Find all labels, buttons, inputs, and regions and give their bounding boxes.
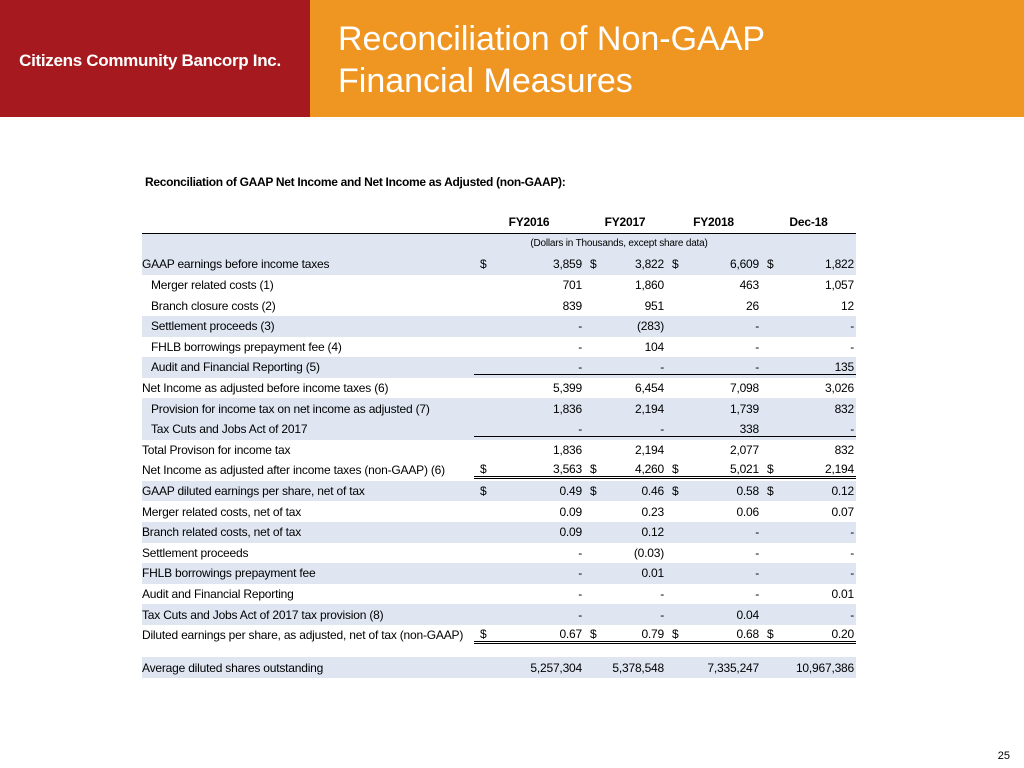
table-cell — [474, 608, 584, 622]
cell-value: - — [578, 319, 582, 334]
currency-symbol: $ — [480, 626, 487, 641]
table-cell — [584, 443, 666, 457]
cell-value: - — [578, 566, 582, 581]
cell-value: 1,836 — [552, 401, 582, 416]
table-cell — [474, 525, 584, 539]
currency-symbol: $ — [672, 626, 679, 641]
units-note: (Dollars in Thousands, except share data) — [530, 238, 708, 250]
cell-value: - — [850, 545, 854, 560]
table-cell — [474, 299, 584, 313]
cell-value: 0.67 — [559, 626, 582, 641]
cell-value: 832 — [834, 401, 854, 416]
cell-value: - — [578, 359, 582, 374]
cell-value: 0.01 — [831, 586, 854, 601]
company-logo-banner — [0, 0, 310, 117]
table-cell — [666, 608, 761, 622]
table-cell — [474, 381, 584, 395]
table-cell — [474, 627, 584, 644]
row-label: Branch closure costs (2) — [151, 298, 276, 313]
cell-value: 0.12 — [641, 525, 664, 540]
table-cell — [584, 422, 666, 437]
cell-value: (0.03) — [633, 545, 664, 560]
row-label: GAAP earnings before income taxes — [142, 257, 330, 272]
table-cell — [666, 360, 761, 375]
table-cell — [666, 257, 761, 271]
cell-value: 0.06 — [736, 504, 759, 519]
page-title — [338, 18, 765, 102]
table-row — [142, 440, 856, 461]
table-row — [142, 378, 856, 399]
cell-value: 0.23 — [641, 504, 664, 519]
table-cell — [666, 587, 761, 601]
table-cell — [761, 608, 856, 622]
cell-value: - — [660, 421, 664, 436]
table-cell — [666, 566, 761, 580]
table-cell — [761, 661, 856, 675]
table-cell — [666, 462, 761, 479]
cell-value: - — [850, 607, 854, 622]
cell-value: - — [755, 319, 759, 334]
cell-value: 3,563 — [552, 461, 582, 476]
cell-value: - — [578, 421, 582, 436]
cell-value: 701 — [562, 278, 582, 293]
table-row — [142, 254, 856, 275]
currency-symbol: $ — [767, 484, 774, 499]
table-cell — [666, 381, 761, 395]
table-row — [142, 419, 856, 440]
cell-value: - — [755, 359, 759, 374]
row-label: Audit and Financial Reporting (5) — [151, 360, 320, 375]
page-title-line1: Reconciliation of Non-GAAP — [338, 20, 766, 58]
table-cell — [474, 422, 584, 437]
currency-symbol: $ — [672, 461, 679, 476]
table-cell — [474, 443, 584, 457]
cell-value: - — [660, 359, 664, 374]
table-cell — [761, 546, 856, 560]
table-cell — [474, 402, 584, 416]
table-row — [142, 337, 856, 358]
table-cell — [666, 402, 761, 416]
cell-value: - — [850, 339, 854, 354]
cell-value: 0.09 — [559, 504, 582, 519]
table-row — [142, 522, 856, 543]
cell-value: 3,822 — [634, 257, 664, 272]
table-cell — [666, 484, 761, 498]
cell-value: 4,260 — [634, 461, 664, 476]
cell-value: 0.68 — [736, 626, 759, 641]
table-row — [142, 604, 856, 625]
currency-symbol: $ — [480, 461, 487, 476]
table-cell — [666, 525, 761, 539]
currency-symbol: $ — [480, 257, 487, 272]
cell-value: 0.20 — [831, 626, 854, 641]
table-cell — [761, 587, 856, 601]
table-body — [142, 254, 856, 678]
table-row — [142, 295, 856, 316]
table-cell — [761, 443, 856, 457]
table-cell — [584, 546, 666, 560]
table-header-row — [142, 212, 856, 234]
row-label: Tax Cuts and Jobs Act of 2017 tax provision (8) — [142, 607, 384, 622]
cell-value: 5,021 — [729, 461, 759, 476]
cell-value: 0.12 — [831, 484, 854, 499]
table-row — [142, 501, 856, 522]
table-row — [142, 543, 856, 564]
currency-symbol: $ — [767, 461, 774, 476]
table-cell — [666, 661, 761, 675]
table-cell — [761, 505, 856, 519]
cell-value: 0.46 — [641, 484, 664, 499]
cell-value: 7,335,247 — [707, 660, 759, 675]
table-cell — [584, 484, 666, 498]
currency-symbol: $ — [480, 484, 487, 499]
table-row — [142, 657, 856, 678]
table-cell — [761, 566, 856, 580]
table-cell — [474, 566, 584, 580]
cell-value: 135 — [834, 359, 854, 374]
table-cell — [666, 505, 761, 519]
cell-value: 463 — [739, 278, 759, 293]
table-cell — [474, 484, 584, 498]
currency-symbol: $ — [672, 484, 679, 499]
cell-value: 104 — [644, 339, 664, 354]
cell-value: 12 — [841, 298, 854, 313]
table-cell — [584, 360, 666, 375]
reconciliation-table — [142, 212, 856, 678]
currency-symbol: $ — [767, 257, 774, 272]
cell-value: - — [578, 545, 582, 560]
table-cell — [666, 340, 761, 354]
company-logo: Citizens Community Bancorp Inc. — [19, 50, 281, 70]
table-cell — [761, 627, 856, 644]
table-cell — [474, 587, 584, 601]
row-label: Merger related costs, net of tax — [142, 504, 302, 519]
section-title: Reconciliation of GAAP Net Income and Net Income as Adjusted (non-GAAP): — [145, 175, 566, 189]
cell-value: 5,399 — [552, 381, 582, 396]
cell-value: 2,194 — [824, 461, 854, 476]
cell-value: 3,026 — [824, 381, 854, 396]
table-cell — [761, 299, 856, 313]
cell-value: 5,257,304 — [530, 660, 582, 675]
cell-value: - — [578, 339, 582, 354]
table-cell — [666, 546, 761, 560]
table-cell — [761, 525, 856, 539]
cell-value: 839 — [562, 298, 582, 313]
table-cell — [666, 319, 761, 333]
cell-value: 2,194 — [634, 401, 664, 416]
cell-value: 3,859 — [552, 257, 582, 272]
cell-value: 0.07 — [831, 504, 854, 519]
table-cell — [761, 484, 856, 498]
row-label: GAAP diluted earnings per share, net of tax — [142, 484, 365, 499]
cell-value: 10,967,386 — [795, 660, 854, 675]
currency-symbol: $ — [590, 626, 597, 641]
table-row — [142, 584, 856, 605]
table-cell — [584, 608, 666, 622]
table-cell — [474, 257, 584, 271]
row-label: Settlement proceeds — [142, 545, 249, 560]
row-label: Audit and Financial Reporting — [142, 586, 294, 601]
table-cell — [761, 278, 856, 292]
table-cell — [584, 566, 666, 580]
row-label: Merger related costs (1) — [151, 278, 274, 293]
cell-value: 26 — [746, 298, 759, 313]
cell-value: 0.79 — [641, 626, 664, 641]
table-cell — [584, 381, 666, 395]
currency-symbol: $ — [767, 626, 774, 641]
row-label: Branch related costs, net of tax — [142, 525, 302, 540]
table-cell — [584, 661, 666, 675]
row-label: Provision for income tax on net income as adjusted (7) — [151, 401, 430, 416]
currency-symbol: $ — [590, 257, 597, 272]
table-cell — [761, 422, 856, 437]
cell-value: 5,378,548 — [612, 660, 664, 675]
row-label: FHLB borrowings prepayment fee (4) — [151, 339, 342, 354]
table-row — [142, 275, 856, 296]
row-label: Net Income as adjusted before income taxes (6) — [142, 381, 389, 396]
page-number: 25 — [997, 750, 1010, 762]
table-cell — [474, 360, 584, 375]
currency-symbol: $ — [590, 484, 597, 499]
cell-value: 951 — [644, 298, 664, 313]
cell-value: 1,860 — [634, 278, 664, 293]
table-cell — [584, 319, 666, 333]
cell-value: 2,077 — [729, 442, 759, 457]
table-row — [142, 563, 856, 584]
row-label: FHLB borrowings prepayment fee — [142, 566, 316, 581]
table-cell — [666, 299, 761, 313]
table-cell — [666, 422, 761, 437]
table-cell — [584, 299, 666, 313]
table-cell — [474, 505, 584, 519]
cell-value: - — [578, 586, 582, 601]
cell-value: - — [755, 566, 759, 581]
row-label: Total Provison for income tax — [142, 442, 291, 457]
table-row — [142, 625, 856, 646]
table-cell — [761, 340, 856, 354]
table-cell — [474, 319, 584, 333]
cell-value: - — [578, 607, 582, 622]
cell-value: - — [755, 545, 759, 560]
currency-symbol: $ — [590, 461, 597, 476]
table-cell — [761, 257, 856, 271]
table-row — [142, 398, 856, 419]
column-header: FY2017 — [604, 215, 646, 230]
row-label: Settlement proceeds (3) — [151, 319, 275, 334]
table-cell — [474, 546, 584, 560]
page-title-line2: Financial Measures — [338, 62, 633, 100]
table-cell — [761, 462, 856, 479]
column-header: FY2016 — [508, 215, 550, 230]
row-label: Average diluted shares outstanding — [142, 660, 324, 675]
table-cell — [666, 443, 761, 457]
row-label: Net Income as adjusted after income taxes (non-GAAP) (6) — [142, 463, 445, 478]
cell-value: 7,098 — [729, 381, 759, 396]
cell-value: 0.49 — [559, 484, 582, 499]
table-cell — [666, 278, 761, 292]
cell-value: 6,454 — [634, 381, 664, 396]
table-cell — [584, 462, 666, 479]
cell-value: - — [850, 319, 854, 334]
row-spacer — [142, 645, 856, 657]
table-cell — [474, 340, 584, 354]
cell-value: - — [660, 607, 664, 622]
row-label: Tax Cuts and Jobs Act of 2017 — [151, 422, 308, 437]
table-cell — [584, 340, 666, 354]
table-cell — [761, 360, 856, 375]
table-cell — [761, 402, 856, 416]
table-cell — [584, 402, 666, 416]
table-cell — [584, 587, 666, 601]
table-row — [142, 316, 856, 337]
table-cell — [584, 278, 666, 292]
cell-value: 832 — [834, 442, 854, 457]
table-cell — [584, 627, 666, 644]
column-header: FY2018 — [693, 215, 734, 230]
table-cell — [474, 278, 584, 292]
units-note-row — [142, 234, 856, 255]
table-cell — [761, 381, 856, 395]
cell-value: 1,822 — [824, 257, 854, 272]
cell-value: - — [850, 421, 854, 436]
table-cell — [584, 505, 666, 519]
cell-value: - — [850, 566, 854, 581]
cell-value: 0.01 — [641, 566, 664, 581]
cell-value: 1,739 — [729, 401, 759, 416]
title-banner — [310, 0, 1024, 117]
cell-value: - — [755, 586, 759, 601]
cell-value: (283) — [636, 319, 664, 334]
cell-value: 338 — [739, 421, 759, 436]
table-row — [142, 460, 856, 481]
cell-value: - — [660, 586, 664, 601]
cell-value: 0.58 — [736, 484, 759, 499]
table-row — [142, 481, 856, 502]
table-cell — [474, 661, 584, 675]
currency-symbol: $ — [672, 257, 679, 272]
cell-value: 2,194 — [634, 442, 664, 457]
table-cell — [474, 462, 584, 479]
row-label: Diluted earnings per share, as adjusted, net of tax (non-GAAP) — [142, 628, 464, 643]
cell-value: 0.09 — [559, 525, 582, 540]
table-cell — [666, 627, 761, 644]
table-row — [142, 357, 856, 378]
cell-value: - — [850, 525, 854, 540]
cell-value: 0.04 — [736, 607, 759, 622]
cell-value: - — [755, 525, 759, 540]
cell-value: 1,057 — [824, 278, 854, 293]
table-cell — [584, 257, 666, 271]
table-cell — [761, 319, 856, 333]
table-cell — [584, 525, 666, 539]
column-header: Dec-18 — [789, 215, 828, 230]
cell-value: 1,836 — [552, 442, 582, 457]
cell-value: 6,609 — [729, 257, 759, 272]
cell-value: - — [755, 339, 759, 354]
